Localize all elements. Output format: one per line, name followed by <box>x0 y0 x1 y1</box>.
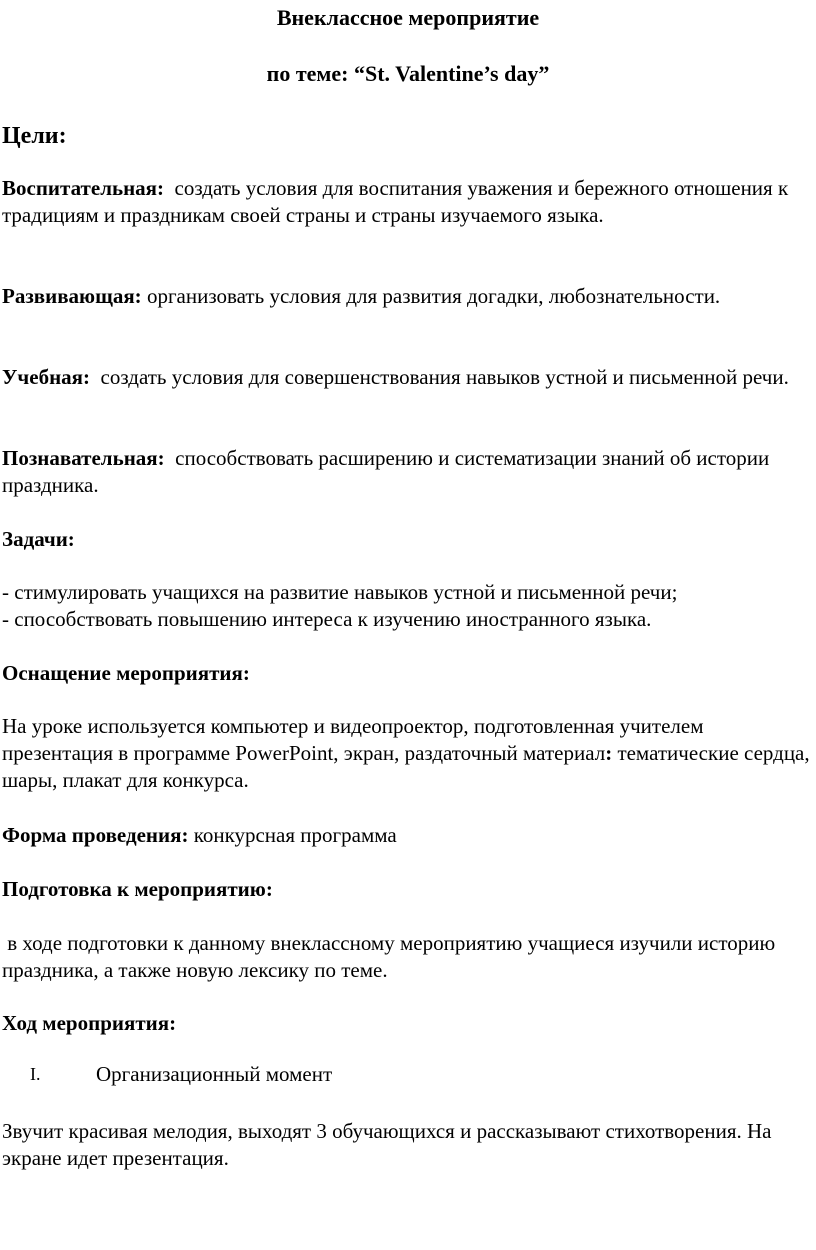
goal-developing-text: организовать условия для развития догадки, любознательности. <box>146 284 721 308</box>
document-title: Внеклассное мероприятие <box>276 5 540 30</box>
tasks-heading: Задачи: <box>2 527 75 551</box>
form-label: Форма проведения: <box>2 823 189 847</box>
preparation-text-block <box>2 930 812 984</box>
preparation-text: в ходе подготовки к данному внеклассному мероприятию учащиеся изучили историю праздника, а также новую лексику по теме. <box>2 931 776 982</box>
goal-cognitive-text: способствовать расширению и систематизации знаний об истории праздника. <box>2 446 770 497</box>
form-line <box>2 822 812 849</box>
equipment-heading: Оснащение мероприятия: <box>2 661 250 685</box>
equipment-text-colon: : <box>605 741 613 765</box>
goal-learning-label: Учебная: <box>2 365 91 389</box>
goal-educational <box>2 175 812 229</box>
preparation-heading: Подготовка к мероприятию: <box>2 877 273 901</box>
goals-heading: Цели: <box>2 123 67 149</box>
course-heading: Ход мероприятия: <box>2 1011 177 1035</box>
goal-learning-text: создать условия для совершенствования навыков устной и письменной речи. <box>100 365 789 389</box>
list-item-text: Организационный момент <box>96 1062 333 1086</box>
list-item-number: I. <box>30 1064 41 1084</box>
equipment-text-lead: На уроке используется компьютер и видеопроектор, подготовленная учителем презентация в программе PowerPoint, экран, раздаточный материал <box>2 714 704 765</box>
equipment-text-tail: тематические сердца, шары, плакат для конкурса. <box>2 741 810 792</box>
tasks-list <box>2 579 812 633</box>
course-paragraph <box>2 1118 812 1172</box>
course-paragraph-text: Звучит красивая мелодия, выходят 3 обучающихся и рассказывают стихотворения. На экране идет презентация. <box>2 1119 772 1170</box>
equipment-text <box>2 713 812 794</box>
goal-developing <box>2 283 812 310</box>
goal-cognitive <box>2 445 812 499</box>
task-item: - способствовать повышению интереса к изучению иностранного языка. <box>2 607 652 631</box>
task-item: - стимулировать учащихся на развитие навыков устной и письменной речи; <box>2 580 678 604</box>
form-text: конкурсная программа <box>193 823 397 847</box>
goal-developing-label: Развивающая: <box>2 284 142 308</box>
document-subtitle: по теме: “St. Valentine’s day” <box>266 61 550 86</box>
goal-cognitive-label: Познавательная: <box>2 446 165 470</box>
goal-educational-label: Воспитательная: <box>2 176 165 200</box>
goal-educational-text: создать условия для воспитания уважения и бережного отношения к традициям и праздникам своей страны и страны изучаемого языка. <box>2 176 789 227</box>
goal-learning <box>2 364 812 391</box>
